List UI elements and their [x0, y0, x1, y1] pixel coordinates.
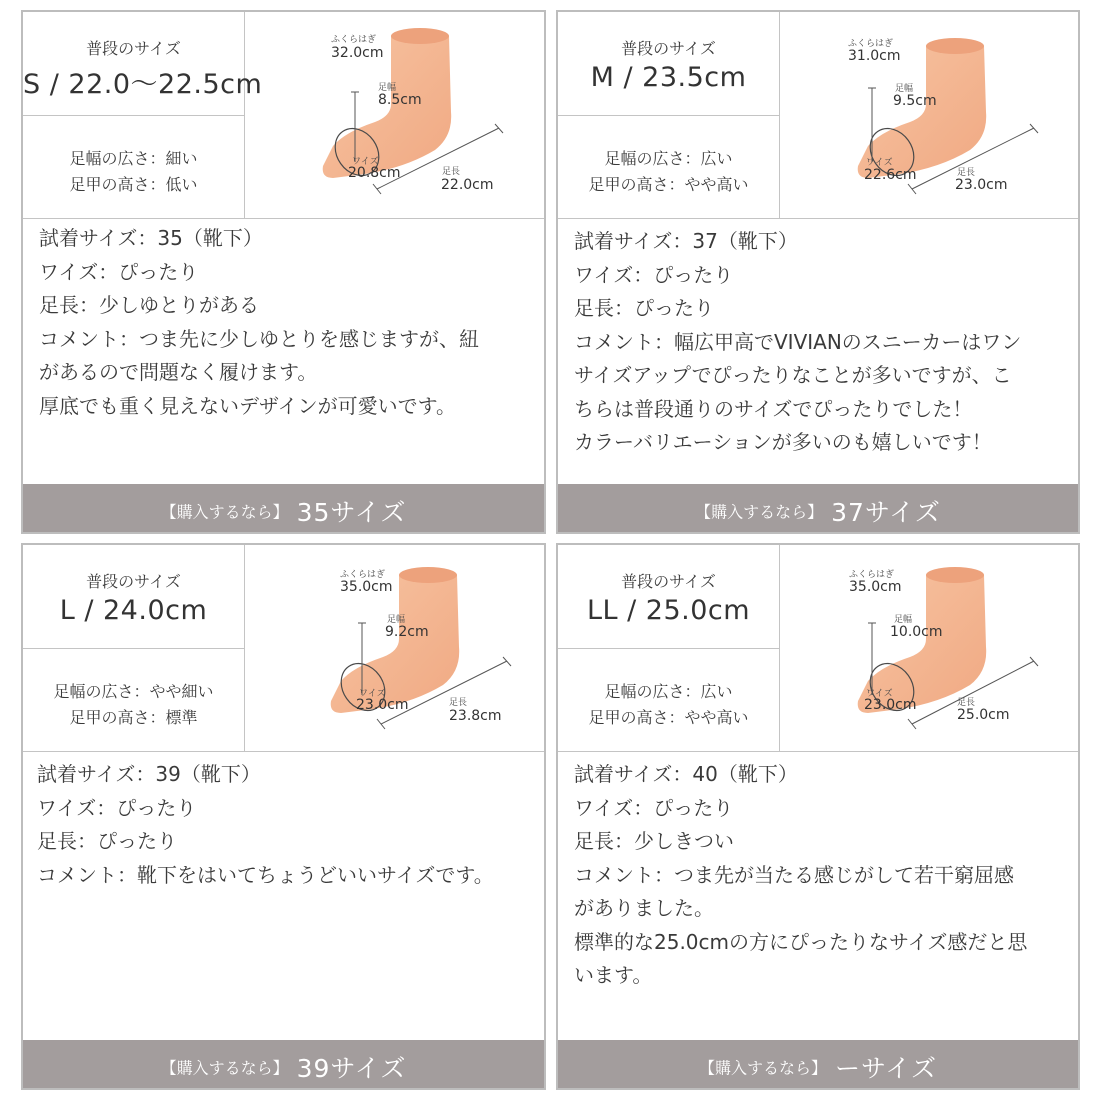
- recommended-size-bar: [23, 484, 544, 532]
- comment-line: 足長：少しきつい: [574, 829, 734, 853]
- foot-measurement-diagram: [780, 12, 1079, 219]
- usual-size-label: 普段のサイズ: [621, 39, 716, 58]
- comment-line: 足長：少しゆとりがある: [39, 293, 259, 317]
- foot-width-label: 足幅: [894, 615, 913, 625]
- comment-line: 足長：ぴったり: [574, 296, 714, 320]
- foot-width-label: 足幅: [387, 615, 406, 625]
- comment-line: 足長：ぴったり: [37, 829, 177, 853]
- recommended-size-bar: [558, 1040, 1078, 1088]
- review-comment: [37, 758, 536, 892]
- comment-line: がありました。: [574, 896, 714, 920]
- wise-value: 23.0cm: [864, 697, 917, 713]
- review-comment: [574, 225, 1070, 460]
- recommend-prefix: 【購入するなら】: [160, 502, 289, 522]
- comment-line: コメント：つま先に少しゆとりを感じますが、紐: [39, 326, 479, 351]
- size-review-card: [556, 543, 1080, 1090]
- wise-label: ワイズ: [866, 158, 893, 168]
- foot-shape-box: [558, 116, 780, 219]
- comment-line: 試着サイズ：37（靴下）: [574, 229, 798, 253]
- comment-line: サイズアップでぴったりなことが多いですが、こ: [574, 363, 1012, 387]
- review-comment: [574, 758, 1070, 993]
- usual-size-label: 普段のサイズ: [86, 572, 181, 591]
- usual-size-value: M / 23.5cm: [590, 62, 747, 93]
- calf-value: 35.0cm: [340, 579, 393, 595]
- foot-width-value: 9.2cm: [385, 624, 429, 640]
- recommend-prefix: 【購入するなら】: [698, 1058, 827, 1078]
- foot-width-text: 足幅の広さ：細い: [69, 149, 198, 168]
- comment-line: コメント：幅広甲高でVIVIANのスニーカーはワン: [574, 329, 1022, 354]
- calf-value: 32.0cm: [331, 45, 384, 61]
- usual-size-box: [23, 545, 245, 649]
- foot-measurement-diagram: [245, 545, 544, 752]
- calf-value: 35.0cm: [849, 579, 902, 595]
- usual-size-value: S / 22.0〜22.5cm: [23, 69, 263, 100]
- comment-line: ワイズ：ぴったり: [37, 795, 197, 820]
- foot-length-value: 25.0cm: [957, 707, 1010, 723]
- foot-length-label: 足長: [449, 698, 468, 708]
- size-review-card: [21, 543, 546, 1090]
- foot-width-label: 足幅: [378, 83, 397, 93]
- foot-instep-text: 足甲の高さ：標準: [69, 708, 198, 727]
- comment-line: 試着サイズ：35（靴下）: [39, 226, 263, 250]
- recommend-prefix: 【購入するなら】: [695, 502, 824, 522]
- foot-width-text: 足幅の広さ：やや細い: [53, 682, 214, 701]
- foot-measurement-diagram: [245, 12, 544, 219]
- foot-instep-text: 足甲の高さ：やや高い: [588, 708, 749, 727]
- comment-line: 標準的な25.0cmの方にぴったりなサイズ感だと思: [574, 929, 1028, 954]
- recommended-size-bar: [23, 1040, 544, 1088]
- foot-length-value: 22.0cm: [441, 177, 494, 193]
- recommend-size-value: ーサイズ: [835, 1054, 938, 1083]
- calf-label: ふくらはぎ: [849, 570, 895, 580]
- foot-measurement-diagram: [780, 545, 1079, 752]
- comment-line: ちらは普段通りのサイズでぴったりでした！: [574, 396, 973, 421]
- foot-length-label: 足長: [442, 167, 461, 177]
- comment-line: コメント：靴下をはいてちょうどいいサイズです。: [37, 862, 494, 887]
- calf-label: ふくらはぎ: [331, 35, 377, 45]
- recommended-size-bar: [558, 484, 1078, 532]
- usual-size-label: 普段のサイズ: [86, 39, 181, 58]
- wise-label: ワイズ: [359, 689, 386, 699]
- usual-size-box: [558, 545, 780, 649]
- comment-line: 試着サイズ：39（靴下）: [37, 762, 261, 786]
- size-review-card: [21, 10, 546, 534]
- foot-length-value: 23.0cm: [955, 177, 1008, 193]
- foot-illustration: [780, 545, 1079, 751]
- usual-size-value: L / 24.0cm: [59, 595, 208, 626]
- foot-length-label: 足長: [957, 168, 976, 178]
- comment-line: 厚底でも重く見えないデザインが可愛いです。: [39, 393, 456, 418]
- foot-width-value: 9.5cm: [893, 93, 937, 109]
- calf-label: ふくらはぎ: [848, 39, 894, 49]
- comment-line: います。: [574, 963, 653, 987]
- foot-illustration: [780, 12, 1079, 218]
- usual-size-box: [23, 12, 263, 116]
- wise-value: 22.6cm: [864, 167, 917, 183]
- foot-width-value: 10.0cm: [890, 624, 943, 640]
- foot-length-label: 足長: [957, 698, 976, 708]
- recommend-size-value: 35サイズ: [296, 498, 407, 527]
- foot-instep-text: 足甲の高さ：低い: [69, 175, 198, 194]
- calf-value: 31.0cm: [848, 48, 901, 64]
- comment-line: ワイズ：ぴったり: [39, 259, 199, 284]
- recommend-size-value: 37サイズ: [831, 498, 941, 527]
- calf-label: ふくらはぎ: [340, 570, 386, 580]
- comment-line: カラーバリエーションが多いのも嬉しいです！: [574, 430, 992, 454]
- wise-label: ワイズ: [352, 157, 379, 167]
- foot-illustration: [245, 12, 544, 218]
- size-review-card: [556, 10, 1080, 534]
- comment-line: コメント：つま先が当たる感じがして若干窮屈感: [574, 862, 1014, 887]
- review-comment: [39, 222, 536, 423]
- comment-line: 試着サイズ：40（靴下）: [574, 762, 798, 786]
- comment-line: ワイズ：ぴったり: [574, 262, 734, 287]
- comment-line: があるので問題なく履けます。: [39, 360, 318, 384]
- wise-value: 23.0cm: [356, 697, 409, 713]
- comment-line: ワイズ：ぴったり: [574, 795, 734, 820]
- recommend-size-value: 39サイズ: [296, 1054, 407, 1083]
- foot-shape-box: [558, 649, 780, 752]
- recommend-prefix: 【購入するなら】: [160, 1058, 289, 1078]
- foot-width-label: 足幅: [895, 84, 914, 94]
- foot-width-text: 足幅の広さ：広い: [604, 149, 733, 168]
- usual-size-label: 普段のサイズ: [621, 572, 716, 591]
- foot-length-value: 23.8cm: [449, 708, 502, 724]
- foot-shape-box: [23, 116, 245, 219]
- foot-shape-box: [23, 649, 245, 752]
- foot-width-value: 8.5cm: [378, 92, 422, 108]
- wise-label: ワイズ: [866, 689, 893, 699]
- foot-instep-text: 足甲の高さ：やや高い: [588, 175, 749, 194]
- usual-size-box: [558, 12, 780, 116]
- wise-value: 20.8cm: [348, 165, 401, 181]
- usual-size-value: LL / 25.0cm: [586, 595, 751, 626]
- foot-width-text: 足幅の広さ：広い: [604, 682, 733, 701]
